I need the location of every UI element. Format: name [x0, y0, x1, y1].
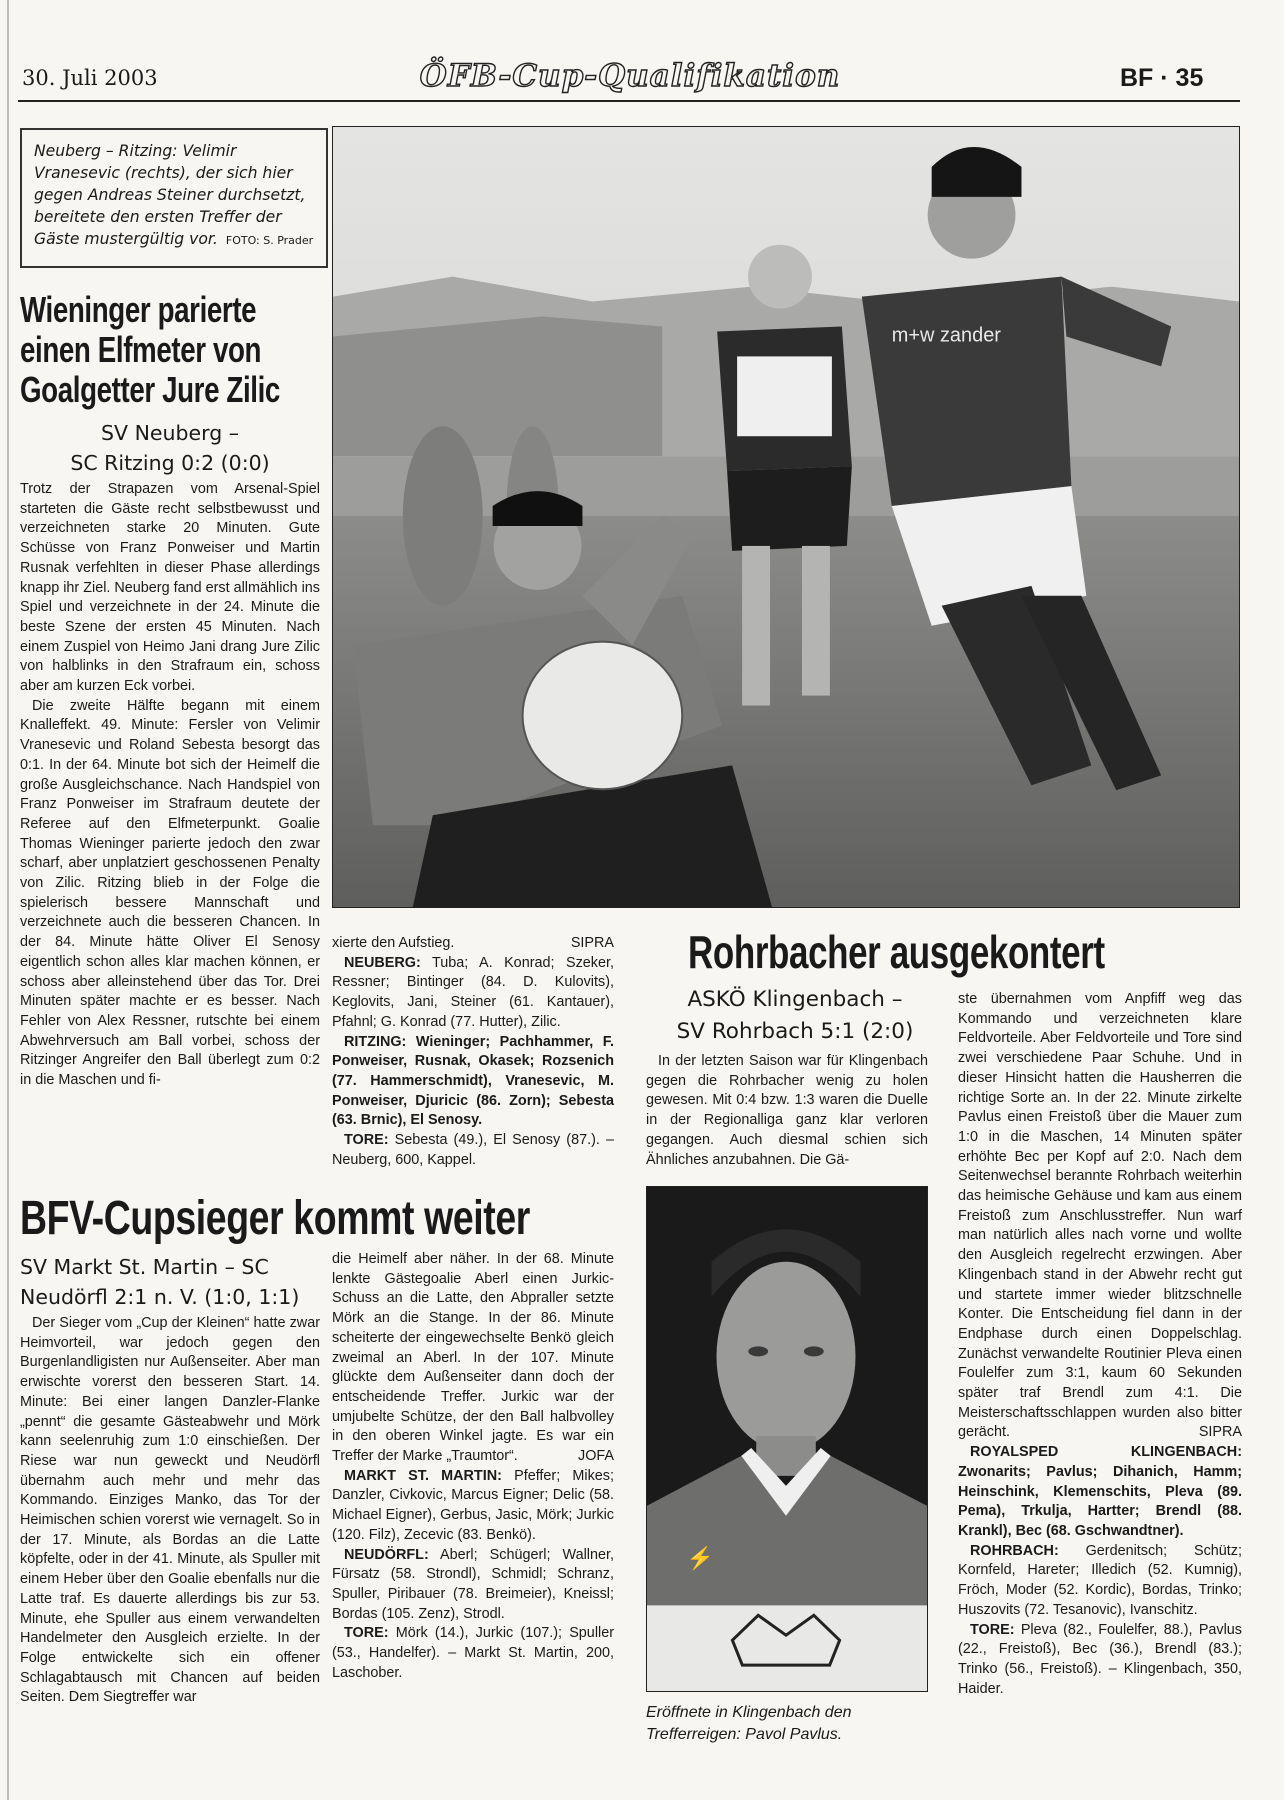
portrait-caption: Eröffnete in Klingenbach den Trefferreigen: Pavol Pavlus. [646, 1704, 852, 1743]
article2-paragraph: In der letzten Saison war für Klingenbach gegen die Rohrbacher wenig zu holen gewesen. Mit 0:4 bzw. 1:3 waren die Duelle in der Regionalliga ganz klar verloren gegangen. Auch diesmal schien sich Ähnliches anzubahnen. Die Gä- [646, 1053, 928, 1168]
neuberg-lineup: Tuba; A. Konrad; Szeker, Ressner; Bintinger (84. D. Kulovits), Keglovits, Jani, Steiner (61. Kantauer), Pfahnl; G. Konrad (77. Hutter), Zilic. [332, 954, 614, 1030]
photo-credit: FOTO: S. Prader [225, 234, 314, 247]
article3-match [20, 1252, 320, 1312]
lineup-label: NEUDÖRFL: [344, 1546, 429, 1563]
goals-label: TORE: [344, 1132, 389, 1149]
article1-headline-line: einen Elfmeter von [20, 329, 262, 370]
match-photo-neuberg-ritzing [332, 126, 1240, 908]
lineup-label: RITZING: [344, 1033, 407, 1050]
lineup-label: ROHRBACH: [970, 1542, 1059, 1559]
neudoerfl-lineup: Aberl; Schügerl; Wallner, Fürsatz (58. Strondl), Schmidl; Schranz, Spuller, Piribauer (78. Breimeier), Kneissl; Bordas (105. Zenz), Strodl. [332, 1546, 614, 1622]
article1-match [20, 418, 320, 478]
article3-match-line: Neudörfl 2:1 n. V. (1:0, 1:1) [20, 1285, 300, 1309]
article1-match-line: SV Neuberg – [101, 421, 239, 445]
issue-date: 30. Juli 2003 [22, 66, 158, 90]
rohrbach-lineup: Gerdenitsch; Schütz; Kornfeld, Hareter; Illedich (52. Kumnig), Fröch, Moder (52. Kordic), Bordas, Trinko; Huszovits (72. Tesanovic), Ivanschitz. [958, 1542, 1242, 1618]
article3-paragraph: die Heimelf aber näher. In der 68. Minute lenkte Gästegoalie Aberl einen Jurkic-Schuss an die Latte, den Abpraller setzte Mörk an die Stange. In der 86. Minute scheiterte der eingewechselte Benkö gleich zweimal an Aberl. In der 107. Minute glückte dem Außenseiter dann doch der entscheidende Treffer. Jurkic war der umjubelte Schütze, der den Ball halbvolley in den oberen Winkel jagte. Es war ein Treffer der Marke „Traumtor“. [332, 1251, 614, 1465]
top-photo-caption-box [20, 128, 328, 268]
article1-author: SIPRA [570, 935, 614, 951]
article1-headline-line: Wieninger parierte [20, 289, 257, 330]
article2-match-line: SV Rohrbach 5:1 (2:0) [676, 1019, 914, 1044]
article3-author: JOFA [578, 1448, 614, 1465]
article1-paragraph: Trotz der Strapazen vom Arsenal-Spiel starteten die Gäste recht selbstbewusst und verzeichneten starke 20 Minuten. Gute Schüsse von Franz Ponweiser und Martin Rusnak verfehlten in dieser Phase allerdings knapp ihr Ziel. Neuberg fand erst allmählich ins Spiel und verzeichnete in der 24. Minute die beste Szene der ersten 45 Minuten. Nach einem Zuspiel von Heimo Jani drang Jure Zilic von halblinks in den Strafraum ein, schoss aber am kurzen Eck vorbei. [20, 481, 320, 695]
top-photo-caption: Neuberg – Ritzing: Velimir Vranesevic (rechts), der sich hier gegen Andreas Steiner durchsetzt, bereitete den ersten Treffer der Gäste mustergültig vor. [34, 142, 306, 248]
article2-col2 [958, 990, 1242, 1699]
article2-paragraph: ste übernahmen vom Anpfiff weg das Kommando und verzeichneten klare Feldvorteile. Aber Feldvorteile und Tore sind zwei verschiedene Paar Schuhe. Und in dieser Hinsicht hatten die Hausherren die richtige Sorte an. In der 22. Minute zirkelte Pavlus einen Freistoß über die Mauer zum 1:0 in die Maschen, 14 Minuten später erhöhte Bec per Kopf auf 2:0. Nach dem Seitenwechsel berannte Rohrbach weiterhin das heimische Gehäuse und kam aus einem Freistoß zum Anschlusstreffer. Nun warf man natürlich alles nach vorne und wollte den Ausgleich regelrecht erzwingen. Aber Klingenbach stand in der Abwehr recht gut und startete immer wieder blitzschnelle Konter. Die Entscheidung fiel dann in der Endphase durch einen Doppelschlag. Zunächst verwandelte Routinier Pleva einen Foulelfer zum 3:1, kaum 60 Sekunden später traf Brendl zum 4:1. Die Meisterschaftsschlappen wurden also bitter gerächt. [958, 991, 1242, 1441]
page-edge [7, 0, 9, 1800]
article1-headline [20, 290, 280, 410]
article1-col2 [332, 934, 614, 1170]
svg-text:⚡: ⚡ [686, 1545, 714, 1571]
article1-col1 [20, 480, 320, 1091]
portrait-photo-pavlus [646, 1186, 928, 1692]
article3-match-line: SV Markt St. Martin – SC [20, 1255, 269, 1279]
article1-match-line: SC Ritzing 0:2 (0:0) [70, 451, 270, 475]
article1-text-end: xierte den Aufstieg. [332, 935, 455, 951]
article3-col2 [332, 1250, 614, 1683]
goals-label: TORE: [970, 1621, 1015, 1638]
lineup-label: NEUBERG: [344, 954, 421, 971]
page-number: BF · 35 [1120, 64, 1204, 92]
article3-headline: BFV-Cupsieger kommt weiter [20, 1192, 530, 1245]
lineup-label: MARKT ST. MARTIN: [344, 1467, 502, 1484]
article3-goals: Mörk (14.), Jurkic (107.); Spuller (53., Handelfer). – Markt St. Martin, 200, Laschober. [332, 1625, 615, 1681]
klingenbach-lineup: Zwonarits; Pavlus; Dihanich, Hamm; Heinschink, Klemenschits, Pleva (89. Pema), Trkulja, Hartter; Brendl (88. Krankl), Bec (68. Gschwandtner). [958, 1463, 1242, 1539]
article1-paragraph: Die zweite Hälfte begann mit einem Knalleffekt. 49. Minute: Fersler von Velimir Vranesevic und Roland Sebesta besorgt das 0:1. In der 64. Minute bot sich der Heimelf die große Ausgleichschance. Nach Handspiel von Franz Ponweiser im Strafraum deutete der Referee auf den Elfmeterpunkt. Goalie Thomas Wieninger parierte jedoch den zwar scharf, aber unplatziert geschossenen Penalty von Zilic. Ritzing blieb in der Folge die spielerisch bessere Mannschaft und verzeichnete auch die besseren Chancen. In der 84. Minute hätte Oliver El Senosy eigentlich schon alles klar machen können, er schoss aber alleinstehend über das Tor. Drei Minuten später machte er es besser. Nach Fehler von Alex Ressner, rutschte bei einem Abwehrversuch am Ball vorbei, schoss der Ritzinger Angreifer den Ball überlegt zum 0:2 in die Maschen und fi- [20, 697, 320, 1089]
header-rule [18, 100, 1240, 102]
article1-headline-line: Goalgetter Jure Zilic [20, 369, 280, 410]
article2-match-line: ASKÖ Klingenbach – [687, 987, 903, 1012]
article2-author: SIPRA [1198, 1424, 1242, 1441]
article2-goals: Pleva (82., Foulelfer, 88.), Pavlus (22., Freistoß), Bec (36.), Brendl (83.); Trinko (56., Freistoß). – Klingenbach, 350, Haider. [958, 1621, 1243, 1697]
markt-st-martin-lineup: Pfeffer; Mikes; Danzler, Civkovic, Marcus Eigner; Delic (58. Michael Eigner), Gerbus, Jasic, Mörk; Jurkic (120. Filz), Zecevic (83. Benkö). [332, 1467, 614, 1543]
shirt-sponsor: m+w zander [891, 324, 1001, 347]
article2-match [650, 984, 940, 1048]
lineup-label: ROYALSPED KLINGENBACH: [970, 1444, 1242, 1461]
goals-label: TORE: [344, 1625, 389, 1642]
article1-goals: Sebesta (49.), El Senosy (87.). – Neuberg, 600, Kappel. [332, 1132, 614, 1168]
article2-headline: Rohrbacher ausgekontert [688, 926, 1105, 978]
section-title: ÖFB-Cup-Qualifikation [419, 58, 841, 94]
article3-col1 [20, 1314, 320, 1708]
article3-paragraph: Der Sieger vom „Cup der Kleinen“ hatte zwar Heimvorteil, war jedoch gegen den Burgenlandligisten nur Außenseiter. Aber man erwischte vorerst den besseren Start. 14. Minute: Bei einer langen Danzler-Flanke „pennt“ die gesamte Gästeabwehr und Mörk kann seelenruhig zum 1:0 einschießen. Der Riese war nun geweckt und Neudörfl übernahm auch mehr und mehr das Kommando. Einziges Manko, das Tor der Heimischen schien vorerst wie vernagelt. So in der 17. Minute, als Bordas an die Latte köpfelte, oder in der 41. Minute, als Spuller mit einem Heber über den Goalie ebenfalls nur die Latte traf. Es dauerte allerdings bis zur 53. Minute, ehe Spuller aus einem verwandelten Handelmeter den Ausgleich erzielte. In der Folge entwickelte sich ein offener Schlagabtausch mit Chancen auf beiden Seiten. Dem Siegtreffer war [20, 1315, 320, 1706]
ritzing-lineup: Wieninger; Pachhammer, F. Ponweiser, Rusnak, Okasek; Rozsenich (77. Hammerschmidt), Vranesevic, M. Ponweiser, Djuricic (86. Zorn); Sebesta (63. Brnic), El Senosy. [332, 1033, 614, 1129]
article2-col1 [646, 1052, 928, 1170]
